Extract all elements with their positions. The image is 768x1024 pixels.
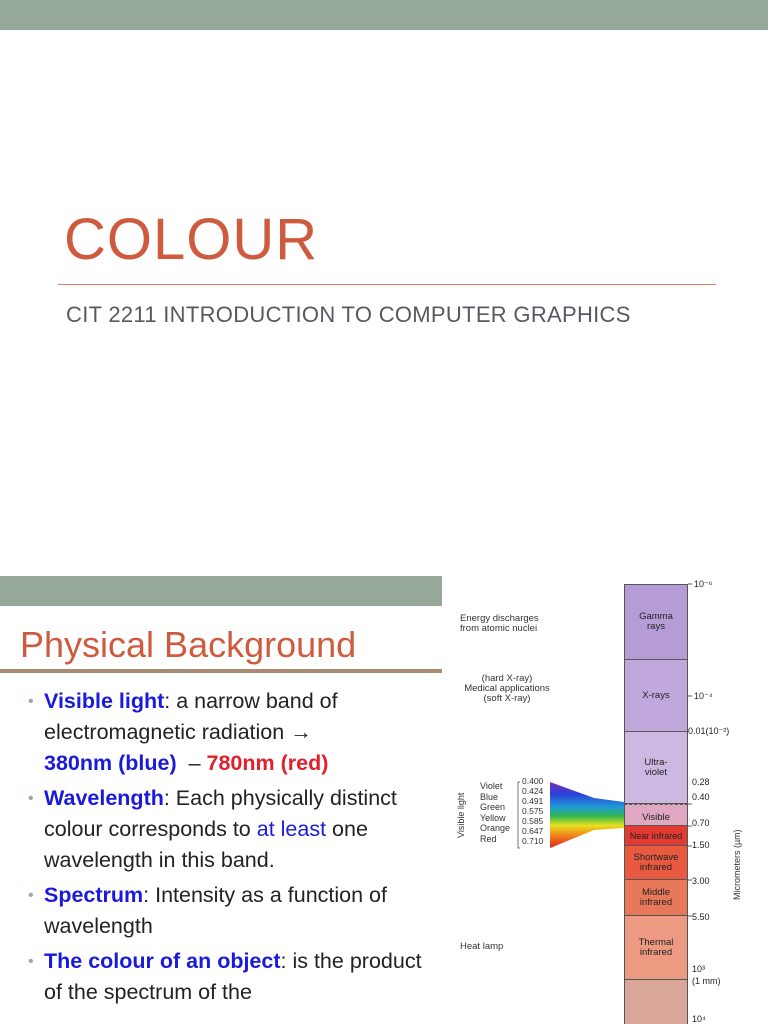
color-name: Blue (480, 791, 499, 802)
slide-title: Physical Background (20, 624, 357, 665)
axis-label: Micrometers (µm) (732, 829, 742, 900)
scale-value: 0.70 (692, 818, 710, 828)
label-medical-xray: (hard X-ray) Medical applications (soft X-ray) (464, 673, 550, 704)
bullet-text: : a narrow band of electromagnetic radiation → (44, 689, 338, 744)
bullet-spectrum (28, 880, 428, 942)
color-name: Green (480, 802, 506, 813)
bullet-keyword: Spectrum (44, 883, 144, 907)
wavelength-blue: 380nm (blue) (44, 751, 177, 775)
bullet-wavelength (28, 783, 428, 876)
visible-color-list (480, 781, 510, 845)
wavelength-red: 780nm (red) (206, 751, 329, 775)
band-label: Near infrared (629, 830, 683, 841)
title-divider (58, 284, 716, 285)
slide-header-bar (0, 0, 768, 30)
scale-value: 0.40 (692, 792, 710, 802)
color-name: Yellow (480, 812, 506, 823)
wavelength-value: 0.710 (522, 836, 544, 846)
bullet-text: : Intensity as a function of wavelength (44, 883, 387, 938)
color-name: Red (480, 833, 497, 844)
scale-value: 5.50 (692, 912, 710, 922)
band-label: Gamma rays (639, 611, 673, 632)
band-label: Middle infrared (639, 886, 673, 908)
band-label: Thermal infrared (638, 936, 674, 958)
bullet-object-colour (28, 946, 428, 1008)
label-energy-discharges: Energy discharges from atomic nuclei (460, 613, 539, 634)
scale-value: 10⁻⁴ (694, 691, 713, 701)
band-label: X-rays (642, 689, 670, 701)
visible-bracket (518, 782, 520, 848)
color-name: Violet (480, 781, 503, 791)
wavelength-value: 0.424 (522, 786, 544, 796)
scale-value: 10³ (692, 964, 706, 974)
bullet-icon: • (28, 693, 34, 710)
bullet-keyword: Wavelength (44, 786, 164, 810)
label-visible-light: Visible light (456, 792, 466, 838)
scale-value: 10⁻⁶ (694, 579, 713, 589)
band-label: Visible (642, 812, 670, 823)
bullet-text: one wavelength in this band. (44, 817, 368, 872)
bullet-list (28, 686, 428, 1012)
scale-value: (1 mm) (692, 976, 721, 986)
wavelength-value: 0.400 (522, 776, 544, 786)
wavelength-value: 0.647 (522, 826, 544, 836)
bullet-keyword: The colour of an object (44, 949, 281, 973)
scale-value: 3.00 (692, 876, 710, 886)
bullet-icon: • (28, 953, 34, 970)
slide-subtitle: CIT 2211 INTRODUCTION TO COMPUTER GRAPHICS (66, 302, 631, 327)
slide-header-bar (0, 576, 442, 606)
wavelength-value: 0.575 (522, 806, 544, 816)
bullet-emphasis: at least (256, 817, 327, 841)
wavelength-value: 0.585 (522, 816, 544, 826)
title-divider (0, 669, 442, 673)
bullet-icon: • (28, 887, 34, 904)
content-slide (0, 576, 768, 1024)
band-label: Ultra- violet (644, 756, 668, 778)
label-heat-lamp: Heat lamp (460, 941, 504, 952)
bullet-text: – (176, 751, 207, 775)
scale-value: 0.01(10⁻²) (688, 726, 730, 736)
scale-value: 1.50 (692, 840, 710, 850)
band-label: Shortwave infrared (633, 851, 679, 873)
bullet-text: : is the product of the spectrum of the (44, 949, 422, 1004)
electromagnetic-spectrum-diagram (446, 576, 768, 1024)
color-name: Orange (480, 823, 511, 834)
bullet-icon: • (28, 790, 34, 807)
scale-value: 10⁴ (692, 1014, 706, 1024)
bullet-keyword: Visible light (44, 689, 165, 713)
scale-value: 0.28 (692, 777, 710, 787)
slide-title: COLOUR (64, 207, 319, 272)
bullet-text: : Each physically distinct colour corresponds to (44, 786, 397, 841)
visible-wavelength-list (522, 776, 543, 846)
bullet-visible-light (28, 686, 428, 779)
rainbow-fan (550, 782, 624, 848)
wavelength-value: 0.491 (522, 796, 544, 806)
